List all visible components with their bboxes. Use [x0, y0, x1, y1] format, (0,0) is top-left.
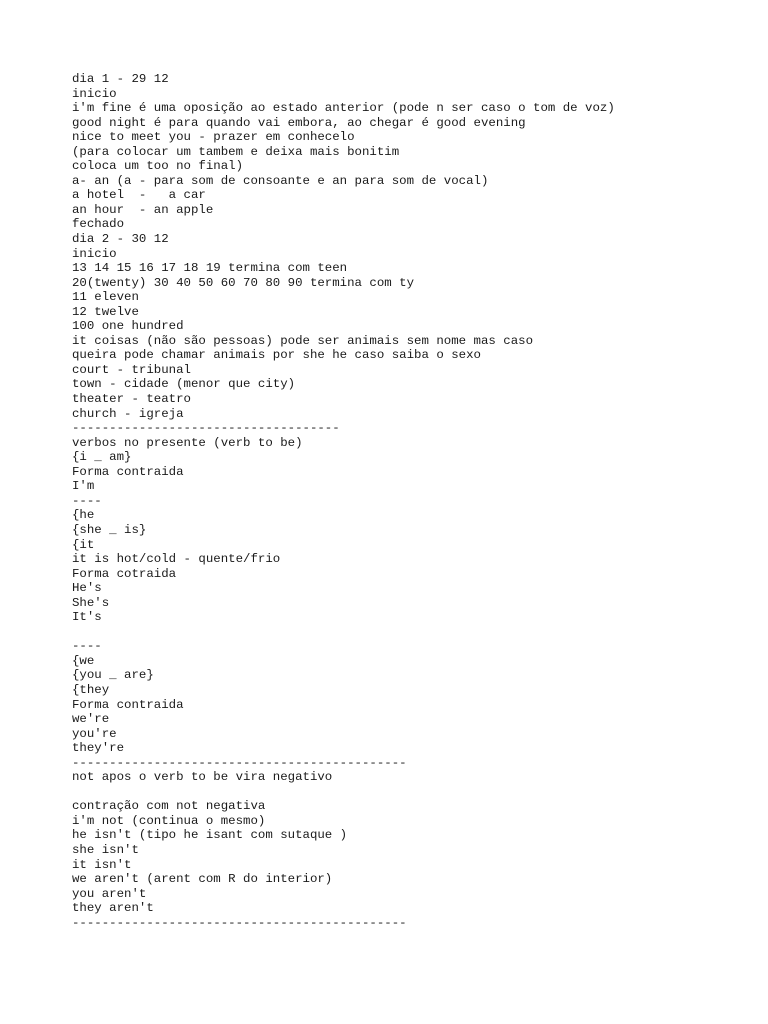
text-line: 11 eleven — [72, 290, 139, 305]
text-line: contração com not negativa — [72, 799, 266, 814]
text-line: court - tribunal — [72, 362, 191, 377]
text-line: inicio — [72, 246, 117, 261]
text-line: theater - teatro — [72, 392, 191, 407]
text-line: She's — [72, 595, 110, 610]
text-line: {he — [72, 508, 95, 523]
text-line: {you _ are} — [72, 668, 154, 683]
text-line: queira pode chamar animais por she he caso saiba o sexo — [72, 348, 481, 363]
text-line: she isn't — [72, 842, 139, 857]
text-line: 13 14 15 16 17 18 19 termina com teen — [72, 261, 348, 276]
text-line: It's — [72, 610, 102, 625]
text-line: i'm fine é uma oposição ao estado anterior (pode n ser caso o tom de voz) — [72, 101, 615, 116]
text-line: it isn't — [72, 857, 132, 872]
text-line: dia 2 - 30 12 — [72, 232, 169, 247]
text-line: Forma contraida — [72, 464, 184, 479]
text-line: --------------------------------------------- — [72, 755, 407, 770]
text-line: ------------------------------------ — [72, 421, 340, 436]
text-line: 100 one hundred — [72, 319, 184, 334]
text-line: an hour - an apple — [72, 202, 214, 217]
text-line: {i _ am} — [72, 450, 132, 465]
text-line: they aren't — [72, 901, 154, 916]
text-line: He's — [72, 581, 102, 596]
text-line: we aren't (arent com R do interior) — [72, 872, 333, 887]
text-line: {it — [72, 537, 95, 552]
text-line: a- an (a - para som de consoante e an para som de vocal) — [72, 173, 489, 188]
text-line: good night é para quando vai embora, ao chegar é good evening — [72, 115, 526, 130]
text-line: {she _ is} — [72, 522, 147, 537]
notes-text — [72, 72, 615, 930]
text-line: i'm not (continua o mesmo) — [72, 813, 266, 828]
text-line — [72, 785, 615, 800]
text-line: it is hot/cold - quente/frio — [72, 552, 281, 567]
text-line: --------------------------------------------- — [72, 915, 407, 930]
text-line: fechado — [72, 217, 125, 232]
text-line: inicio — [72, 86, 117, 101]
text-line: verbos no presente (verb to be) — [72, 435, 303, 450]
text-line: Forma contraida — [72, 697, 184, 712]
text-line: a hotel - a car — [72, 188, 206, 203]
text-line: {we — [72, 653, 95, 668]
text-line: not apos o verb to be vira negativo — [72, 770, 333, 785]
text-line: Forma cotraida — [72, 566, 177, 581]
text-line: he isn't (tipo he isant com sutaque ) — [72, 828, 348, 843]
text-line: nice to meet you - prazer em conhecelo — [72, 130, 355, 145]
text-line: I'm — [72, 479, 95, 494]
text-line: (para colocar um tambem e deixa mais bonitim — [72, 144, 400, 159]
text-line — [72, 625, 615, 640]
text-line: ---- — [72, 639, 102, 654]
text-line: ---- — [72, 493, 102, 508]
text-line: we're — [72, 712, 110, 727]
text-line: you're — [72, 726, 117, 741]
text-line: coloca um too no final) — [72, 159, 244, 174]
text-line: 12 twelve — [72, 304, 139, 319]
text-line: they're — [72, 741, 125, 756]
text-line: 20(twenty) 30 40 50 60 70 80 90 termina com ty — [72, 275, 415, 290]
text-line: you aren't — [72, 886, 147, 901]
text-line: town - cidade (menor que city) — [72, 377, 296, 392]
text-line: church - igreja — [72, 406, 184, 421]
text-line: dia 1 - 29 12 — [72, 72, 169, 86]
text-line: it coisas (não são pessoas) pode ser animais sem nome mas caso — [72, 333, 534, 348]
text-line: {they — [72, 682, 110, 697]
